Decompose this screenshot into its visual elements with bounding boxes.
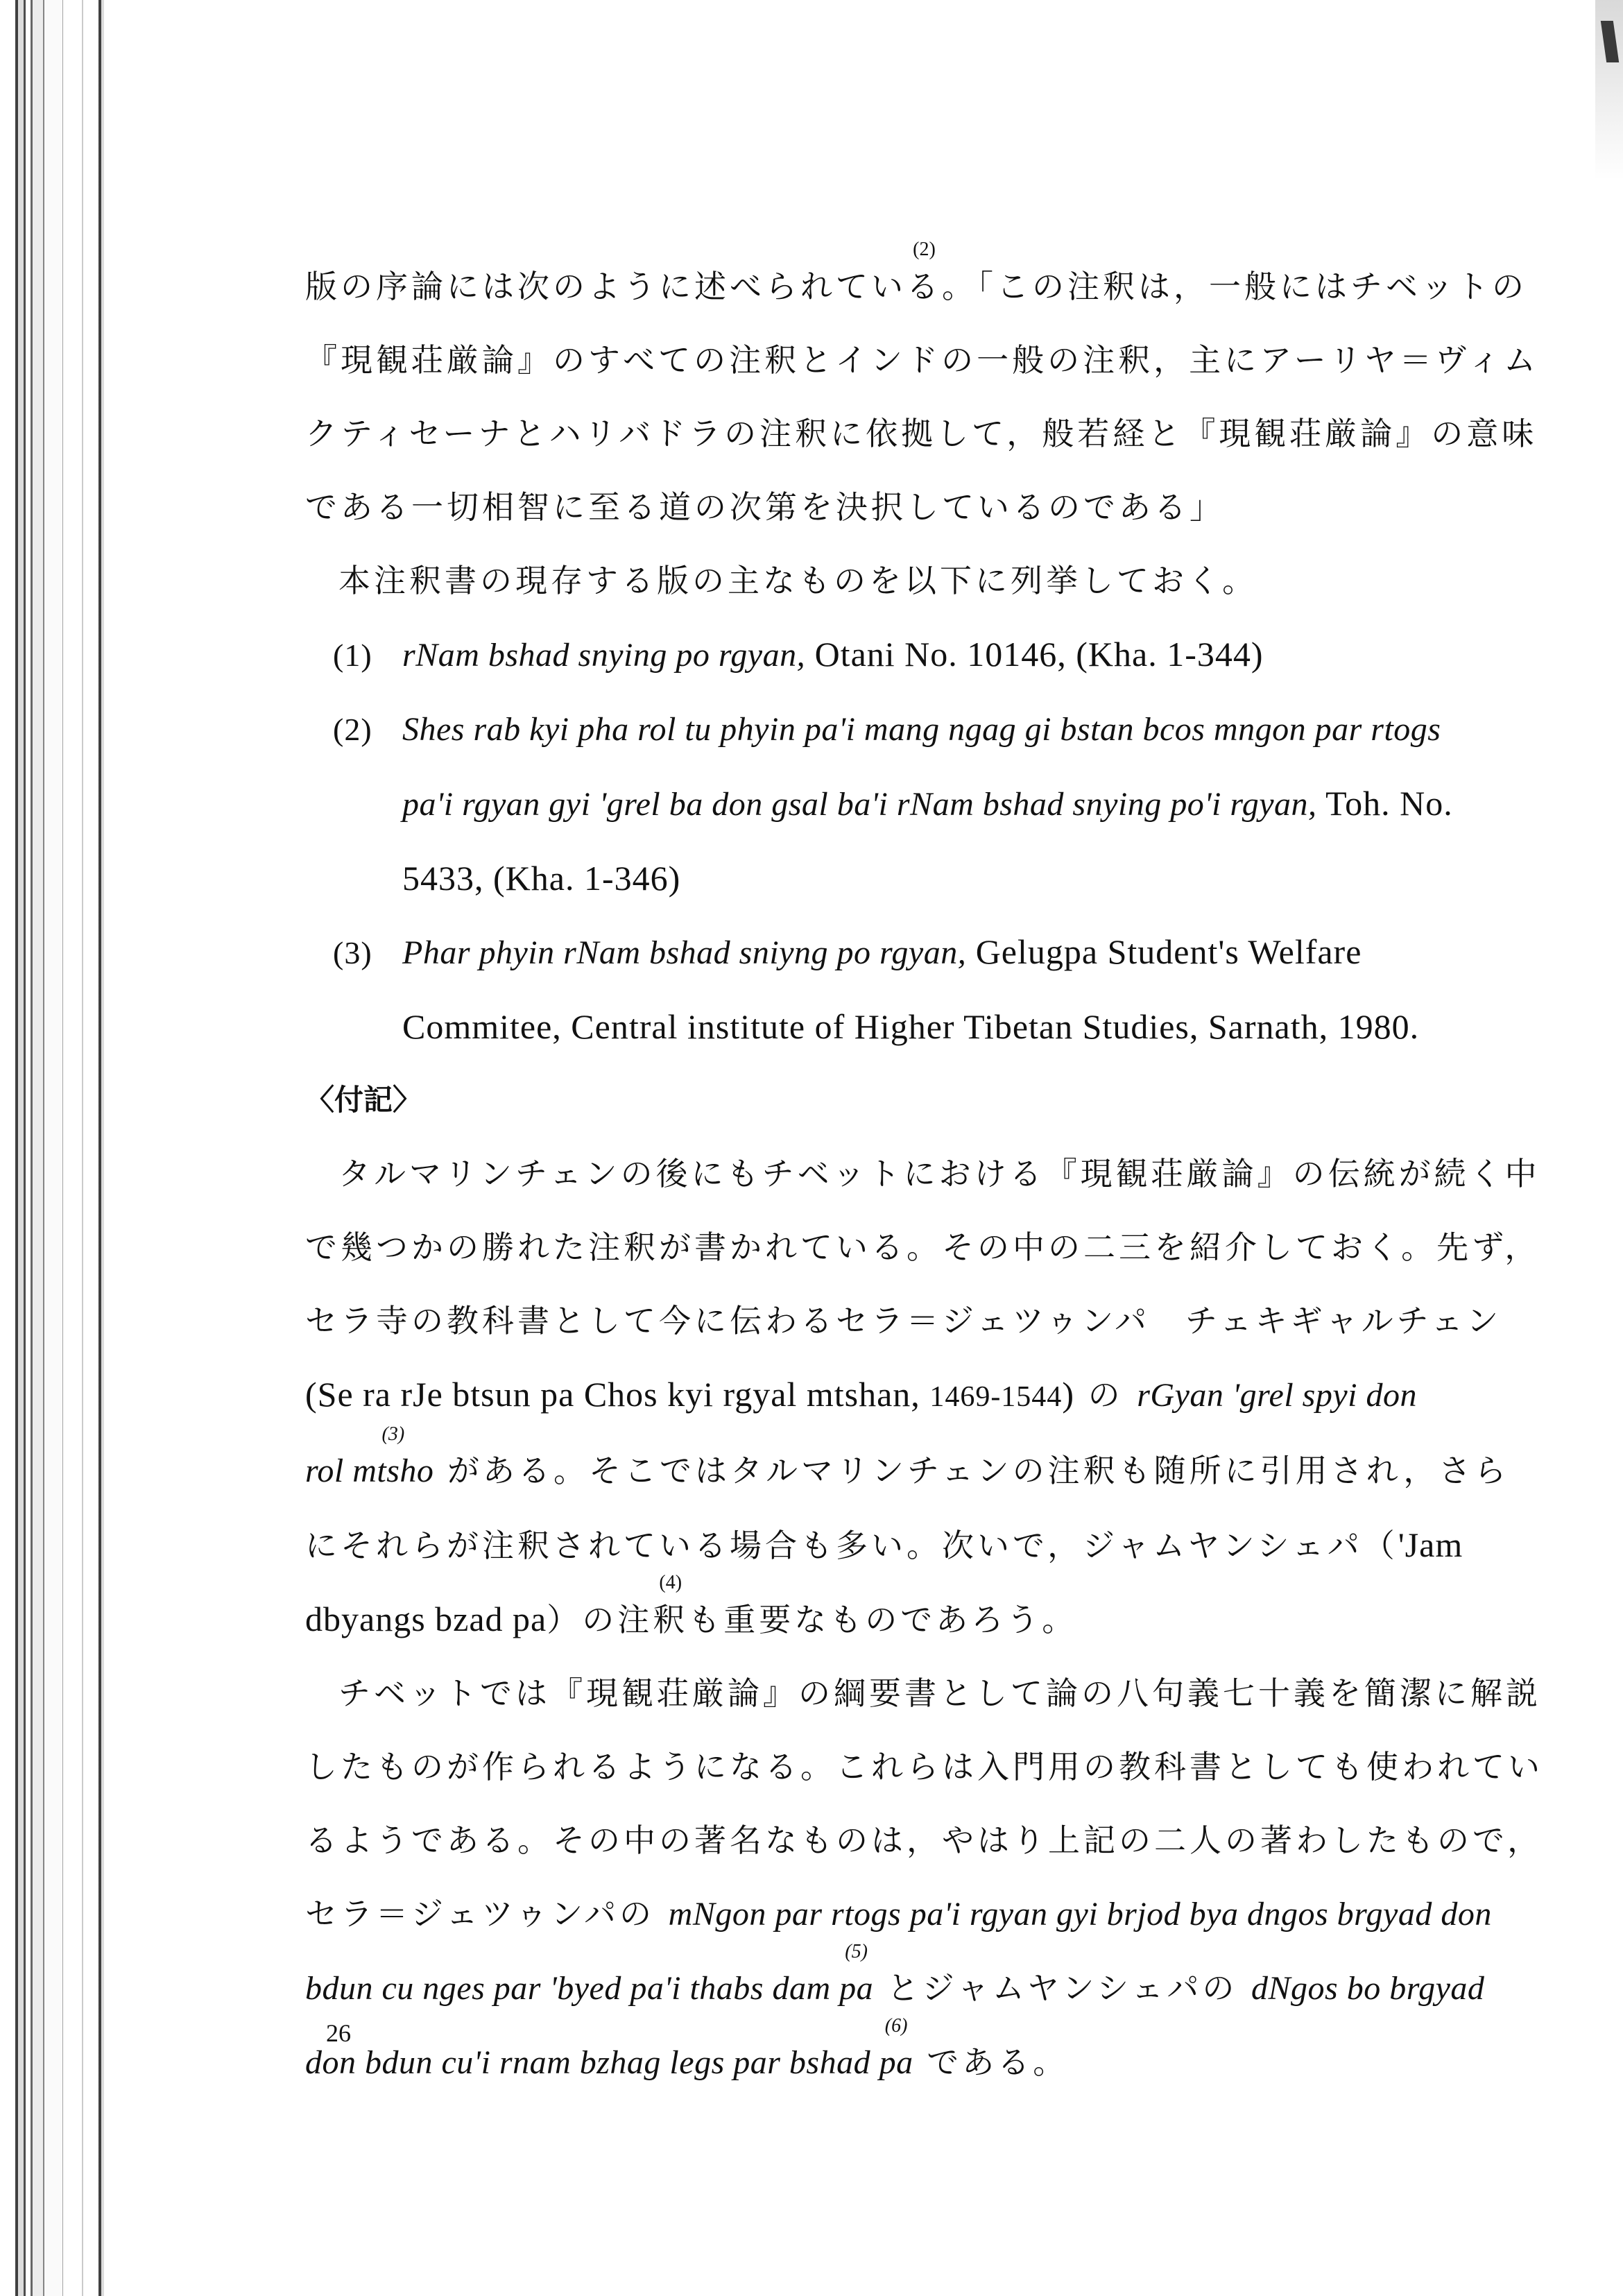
edition-item-2-cont2: 5433, (Kha. 1-346) <box>402 859 681 898</box>
footnote-marker-3[interactable]: (3) <box>381 1423 405 1445</box>
appendix-p1-line-2: で幾つかの勝れた注釈が書かれている。その中の二三を紹介しておく。先ず， <box>305 1228 1540 1266</box>
appendix-p1-line-6: にそれらが注釈されている場合も多い。次いで，ジャムヤンシェパ（'Jam <box>305 1525 1463 1564</box>
intro-line-2: 『現観荘厳論』のすべての注釈とインドの一般の注釈，主にアーリヤ＝ヴィム <box>305 341 1540 379</box>
intro-line-1: 版の序論には次のように述べられている (2) 。「この注釈は，一般にはチベットの <box>305 239 1527 305</box>
edition-item-2-cont: pa'i rgyan gyi 'grel ba don gsal ba'i rNam bshad snying po'i rgyan, Toh. No. <box>402 784 1453 823</box>
footnote-marker-2[interactable]: (2) <box>913 239 936 260</box>
footnote-marker-5[interactable]: (5) <box>845 1941 868 1962</box>
page-number: 26 <box>326 2019 351 2047</box>
appendix-p2-line-3: るようである。その中の著名なものは，やはり上記の二人の著わしたもので， <box>305 1822 1543 1859</box>
appendix-p1-line-5: rol mts (3) ho がある。そこではタルマリンチェンの注釈も随所に引用され，さら <box>305 1423 1510 1489</box>
appendix-p2-line-4: セラ＝ジェツゥンパの mNgon par rtogs pa'i rgyan gyi brjod bya dngos brgyad don <box>305 1895 1492 1933</box>
page-body <box>305 239 1543 2100</box>
appendix-p1-line-3: セラ寺の教科書として今に伝わるセラ＝ジェツゥンパ チェキギャルチェン <box>305 1302 1502 1339</box>
appendix-p1-line-1: タルマリンチェンの後にもチベットにおける『現観荘厳論』の伝統が続く中 <box>338 1155 1540 1192</box>
appendix-p2-line-1: チベットでは『現観荘厳論』の綱要書として論の八句義七十義を簡潔に解説 <box>338 1674 1541 1712</box>
footnote-marker-6[interactable]: (6) <box>884 2015 908 2037</box>
intro-line-5: 本注釈書の現存する版の主なものを以下に列挙しておく。 <box>338 562 1258 599</box>
appendix-p2-line-5: bdun cu nges par 'byed pa'i thabs dam pa (5) とジャムヤンシェパの dNgos bo brgyad <box>305 1941 1485 2007</box>
intro-line-4: である一切相智に至る道の次第を決択しているのである」 <box>305 488 1225 526</box>
edition-item-1: (1) rNam bshad snying po rgyan, Otani No. 10146, (Kha. 1-344) <box>333 635 1264 674</box>
appendix-p1-line-4: (Se ra rJe btsun pa Chos kyi rgyal mtshan, 1469-1544) の rGyan 'grel spyi don <box>305 1375 1417 1414</box>
edition-item-2: (2) Shes rab kyi pha rol tu phyin pa'i mang ngag gi bstan bcos mngon par rtogs <box>333 711 1441 748</box>
editions-list <box>305 617 1512 1063</box>
appendix-p2-line-6: don bdun cu'i rnam bzhag legs par bshad pa (6) である。 <box>305 2015 1069 2081</box>
intro-line-3: クティセーナとハリバドラの注釈に依拠して，般若経と『現観荘厳論』の意味 <box>305 415 1538 452</box>
footnote-marker-4[interactable]: (4) <box>659 1572 682 1593</box>
appendix-p2-line-2: したものが作られるようになる。これらは入門用の教科書としても使われてい <box>305 1748 1543 1785</box>
appendix-heading: 〈付記〉 <box>305 1083 422 1117</box>
scan-binding-edge <box>0 0 104 2296</box>
edition-item-3: (3) Phar phyin rNam bshad sniyng po rgyan, Gelugpa Student's Welfare <box>333 932 1362 971</box>
edition-item-3-cont: Commitee, Central institute of Higher Tibetan Studies, Sarnath, 1980. <box>402 1007 1420 1046</box>
appendix-p1-line-7: dbyangs bzad pa）の注釈 (4) も重要なものであろう。 <box>305 1572 1078 1638</box>
